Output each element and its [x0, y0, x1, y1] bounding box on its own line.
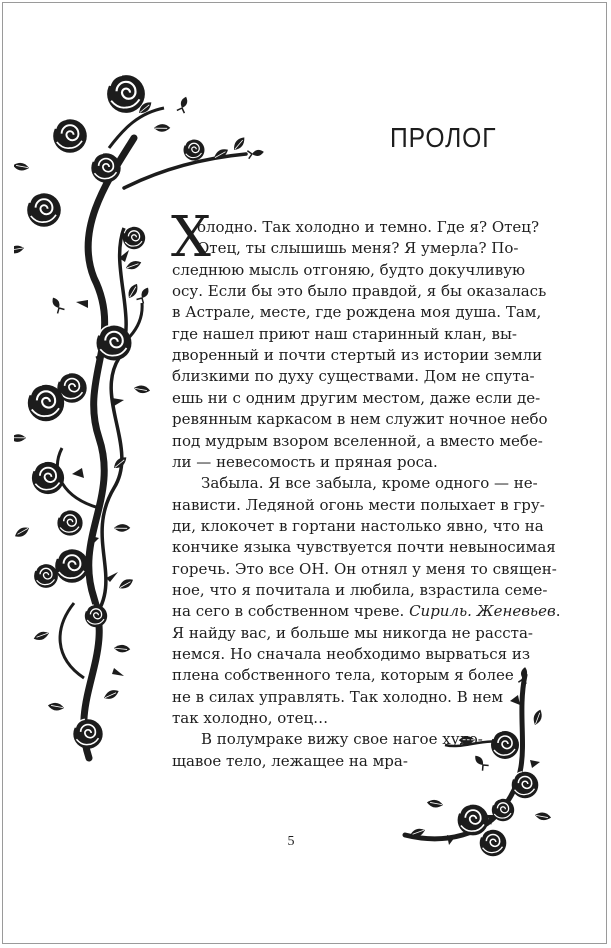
- text-line: [172, 538, 556, 557]
- text-line: [172, 623, 533, 643]
- text-line: [172, 367, 535, 386]
- text-fragment: следнюю мысль отгоняю, будто докучливую: [172, 260, 526, 279]
- text-line: [172, 303, 542, 322]
- text-fragment: так холодно, отец…: [172, 709, 329, 728]
- text-fragment: под мудрым взором вселенной, а вместо мебе-: [172, 431, 543, 450]
- text-fragment: где нашел приют наш старинный клан, вы-: [172, 324, 517, 343]
- drop-cap: Х: [171, 205, 211, 270]
- text-fragment: Я найду вас, и больше мы никогда не расста-: [172, 623, 533, 642]
- text-line: [172, 346, 543, 365]
- text-line: [172, 580, 548, 600]
- text-fragment: олодно. Так холодно и темно. Где я? Отец?: [197, 218, 539, 236]
- text-line: [197, 239, 519, 258]
- text-fragment: Забыла. Я все забыла, кроме одного — не-: [201, 474, 538, 493]
- text-line: [172, 388, 541, 408]
- text-fragment: плена собственного тела, которым я более: [172, 666, 514, 685]
- text-line: [172, 516, 544, 536]
- text-fragment: ешь ни с одним другим местом, даже если де-: [172, 388, 541, 407]
- text-fragment: ревянным каркасом в нем служит ночное небо: [172, 410, 548, 429]
- text-line: [172, 453, 512, 472]
- text-line: [172, 687, 504, 707]
- text-fragment: ли — невесомость и пряная роса.: [172, 452, 438, 471]
- text-line: [172, 709, 472, 728]
- text-line: [172, 410, 548, 429]
- page-number: 5: [287, 834, 295, 849]
- italic-name-fragment: Сириль. Женевьев: [409, 602, 556, 621]
- text-line: [201, 730, 483, 749]
- text-line: [172, 602, 561, 621]
- text-fragment: осу. Если бы это было правдой, я бы оказалась: [172, 282, 547, 301]
- chapter-title: ПРОЛОГ: [390, 122, 497, 153]
- text-fragment: щавое тело, лежащее на мра-: [172, 751, 408, 770]
- text-line: [172, 751, 408, 771]
- text-line: [172, 666, 514, 685]
- text-fragment: немся. Но сначала необходимо вырваться из: [172, 645, 531, 663]
- text-fragment: горечь. Это все ОН. Он отнял у меня то священ-: [172, 559, 557, 578]
- text-line: [197, 218, 539, 237]
- text-fragment: нависти. Ледяной огонь мести полыхает в гру-: [172, 495, 545, 514]
- text-fragment: ное, что я почитала и любила, взрастила семе-: [172, 580, 548, 599]
- text-fragment: на сего в собственном чреве.: [172, 602, 410, 621]
- text-line: [172, 495, 545, 515]
- text-fragment: ди, клокочет в гортани настолько явно, что на: [172, 516, 544, 535]
- text-fragment: кончике языка чувствуется почти невыносимая: [172, 538, 556, 557]
- text-line: [172, 645, 531, 664]
- text-fragment: дворенный и почти стертый из истории земли: [172, 346, 543, 365]
- text-line: [172, 559, 557, 579]
- text-line: [172, 431, 543, 451]
- text-fragment: в Астрале, месте, где рождена моя душа. Там,: [172, 303, 542, 322]
- text-line: [201, 474, 538, 493]
- text-fragment: близкими по духу существами. Дом не спута-: [172, 367, 535, 386]
- text-line: [172, 282, 547, 301]
- text-fragment: Отец, ты слышишь меня? Я умерла? По-: [197, 239, 519, 258]
- text-fragment: не в силах управлять. Так холодно. В нем: [172, 687, 504, 706]
- text-fragment: В полумраке вижу свое нагое худо-: [201, 730, 483, 749]
- text-fragment: .: [555, 602, 561, 621]
- text-line: [172, 324, 517, 344]
- text-line: [172, 260, 526, 280]
